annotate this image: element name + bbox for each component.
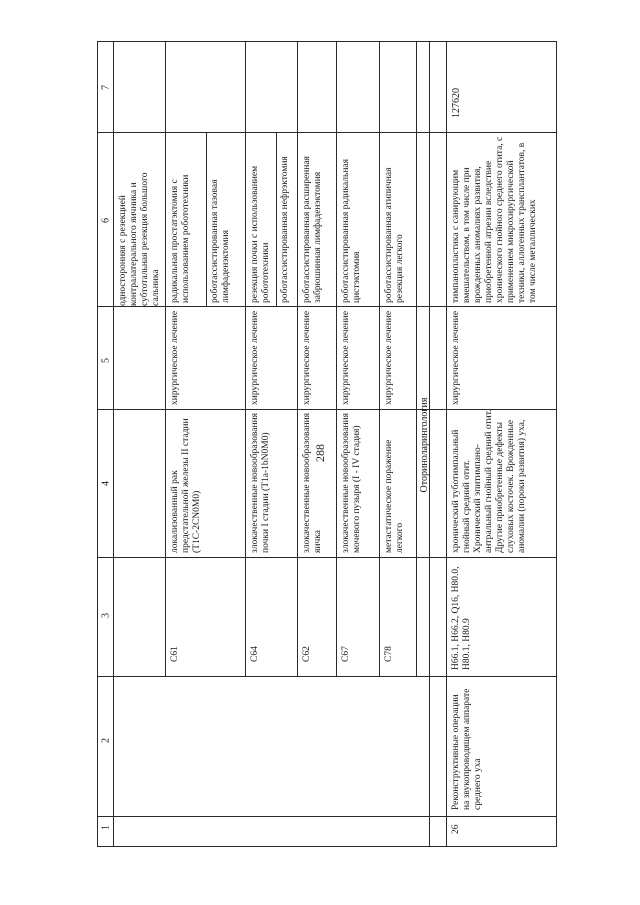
code-c64: C64	[250, 646, 260, 662]
treatment-c64: хирургическое лечение	[250, 310, 260, 405]
method-c78: роботассистированная атипичная резекция легкого	[384, 167, 405, 303]
section-title: Оториноларингология	[419, 397, 430, 493]
row-26-treatment: хирургическое лечение	[451, 310, 461, 405]
diagnosis-c78: метастатическое поражение легкого	[384, 439, 405, 553]
header-label-2: 2	[100, 738, 112, 743]
row-26-number: 26	[451, 824, 461, 834]
row-26-method: тимпанопластика с санирующим вмешательством, в том числе при врожденных аномалиях развития, приобретенной атрезии вследствие хронического гнойного среднего отита, с применением микрохирургической техники, аллогенных трансплантатов, в том числе металлических	[451, 136, 538, 303]
code-c67: C67	[341, 646, 351, 662]
diagnosis-c61: локализованный рак предстательной железы II стадии (T1C-2CN0M0)	[170, 418, 202, 553]
row-26-name: Реконструктивные операции на звукопроводящем аппарате среднего уха	[451, 688, 483, 810]
treatment-c67: хирургическое лечение	[341, 310, 351, 405]
method-c64-1: резекция почки с использованием робототехники	[250, 165, 271, 303]
header-label-4: 4	[100, 481, 112, 486]
method-c61-2: роботассистированная тазовая лимфаденэктомия	[210, 179, 231, 303]
code-c78: C78	[384, 646, 394, 662]
diagnosis-c64: злокачественные новообразования почки I стадии (T1a-1bN0M0)	[250, 412, 271, 553]
header-label-3: 3	[100, 613, 112, 618]
row-26-cost: 127620	[451, 88, 462, 118]
methods-row-0: односторонняя с резекцией контралатерального яичника и субтотальная резекция большого сальника	[118, 172, 161, 306]
method-c64-2: роботассистированная нефрэктомия	[280, 156, 290, 303]
header-label-5: 5	[100, 358, 112, 363]
diagnosis-c62: злокачественные новообразования яичка	[302, 412, 323, 553]
header-label-1: 1	[100, 825, 112, 830]
code-c61: C61	[170, 646, 180, 662]
header-label-6: 6	[100, 218, 112, 223]
page-number: 288	[313, 444, 327, 462]
treatment-c62: хирургическое лечение	[302, 310, 312, 405]
code-c62: C62	[302, 646, 312, 662]
row-26-codes: H66.1, H66.2, Q16, H80.0, H80.1, H80.9	[451, 566, 472, 670]
row-26-diagnosis: хронический туботимпальный гнойный средний отит. Хронический эпитимпано-антральный гнойный средний отит. Другие приобретенные дефекты слуховых косточек. Врожденные аномалии (пороки развития) уха,	[451, 409, 527, 553]
diagnosis-c67: злокачественные новообразования мочевого пузыря (I - IV стадия)	[341, 412, 362, 553]
method-c61-1: радикальная простатэктомия с использованием робототехники	[170, 174, 191, 303]
treatment-c61: хирургическое лечение	[170, 310, 180, 405]
method-c67: роботассистированная радикальная цистэктомия	[341, 158, 362, 303]
method-c62: роботассистированная расширенная забрюшинная лимфаденэктомия	[302, 156, 323, 303]
header-label-7: 7	[100, 85, 112, 90]
treatment-c78: хирургическое лечение	[384, 310, 394, 405]
